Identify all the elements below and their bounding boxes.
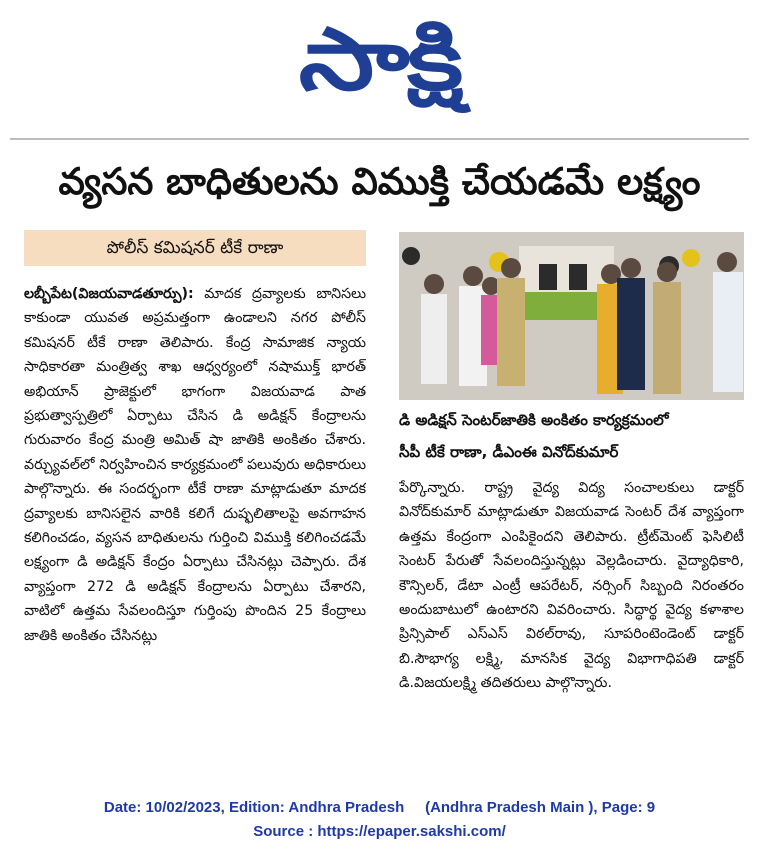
masthead bbox=[0, 0, 759, 125]
event-photo bbox=[399, 232, 744, 400]
article-subhead: పోలీస్ కమిషనర్ టీకే రాణా bbox=[24, 230, 366, 266]
article-body-left bbox=[24, 282, 366, 774]
caption-line-2: సీపీ టీకే రాణా, డీఎంఈ వినోద్‌కుమార్ bbox=[399, 443, 619, 461]
page-footer bbox=[0, 796, 759, 846]
masthead-divider bbox=[10, 138, 749, 140]
footer-edition-line: Date: 10/02/2023, Edition: Andhra Pradesh (Andhra Pradesh Main ), Page: 9 bbox=[103, 799, 656, 816]
right-column-text: పేర్కొన్నారు. రాష్ట్ర వైద్య విద్య సంచాలకులు డాక్టర్ వినోద్‌కుమార్ మాట్లాడుతూ విజయవాడ సెంటర్ దేశ వ్యాప్తంగా ఉత్తమ కేంద్రంగా ఎంపికైందని తెలిపారు. ట్రీట్‌మెంట్ ఫెసిలిటీ సెంటర్ పేరుతో సేవలందిస్తున్నట్లు వెల్లడించారు. వైద్యాధికారి, కౌన్సిలర్, డేటా ఎంట్రీ ఆపరేటర్, నర్సింగ్ సిబ్బంది నిరంతరం అందుబాటులో ఉంటారని వివరించారు. సిద్ధార్థ వైద్య కళాశాల ప్రిన్సిపాల్ ఎస్ఎస్ విఠల్‌రావు, సూపరింటెండెంట్ డాక్టర్ బి.సౌభాగ్య లక్ష్మి, మానసిక వైద్య విభాగాధిపతి డాక్టర్ డి.విజయలక్ష్మి తదితరులు పాల్గొన్నారు. bbox=[399, 480, 744, 692]
footer-source-line: Source : https://epaper.sakshi.com/ bbox=[253, 823, 506, 840]
photo-caption bbox=[399, 404, 744, 468]
left-column-text: మాదక ద్రవ్యాలకు బానిసలు కాకుండా యువత అప్రమత్తంగా ఉండాలని నగర పోలీస్ కమిషనర్ టీకే రాణా తెలిపారు. కేంద్ర సామాజిక న్యాయ సాధికారతా మంత్రిత్వ శాఖ ఆధ్వర్యంలో నషాముక్త్ భారత్ అభియాన్ ప్రాజెక్టులో భాగంగా విజయవాడ పాత ప్రభుత్వాస్పత్రిలో ఏర్పాటు చేసిన డి అడిక్షన్ కేంద్రాలను గురువారం కేంద్ర మంత్రి అమిత్ షా జాతికి అంకితం చేశారు. వర్చ్యువల్‌లో నిర్వహించిన కార్యక్రమంలో పలువురు అధికారులు పాల్గొన్నారు. ఈ సందర్భంగా టీకే రాణా మాట్లాడుతూ మాదక ద్రవ్యాలకు బానిసలైన వారికి కలిగే దుష్ఫలితాలపై అవగాహన కలిగించడం, వ్యసన బాధితులను గుర్తించి విముక్తి కలిగించడమే లక్ష్యంగా డి అడిక్షన్ కేంద్రం ఏర్పాటు చేసినట్లు చెప్పారు. దేశ వ్యాప్తంగా 272 డి అడిక్షన్ కేంద్రాలను ఏర్పాటు చేశారని, వాటిలో ఉత్తమ సేవలందిస్తూ గుర్తింపు పొందిన 25 కేంద్రాలు జాతికి అంకితం చేసినట్లు bbox=[24, 286, 366, 644]
sakshi-logo: సాక్షి bbox=[298, 9, 461, 110]
event-photo-illustration bbox=[399, 232, 744, 400]
caption-line-1: డి అడిక్షన్ సెంటర్‌జాతికి అంకితం కార్యక్రమంలో bbox=[399, 411, 669, 429]
dateline: లబ్బీపేట(విజయవాడతూర్పు): bbox=[24, 286, 194, 302]
article-headline: వ్యసన బాధితులను విముక్తి చేయడమే లక్ష్యం bbox=[58, 160, 701, 203]
article-body-right bbox=[399, 476, 744, 772]
